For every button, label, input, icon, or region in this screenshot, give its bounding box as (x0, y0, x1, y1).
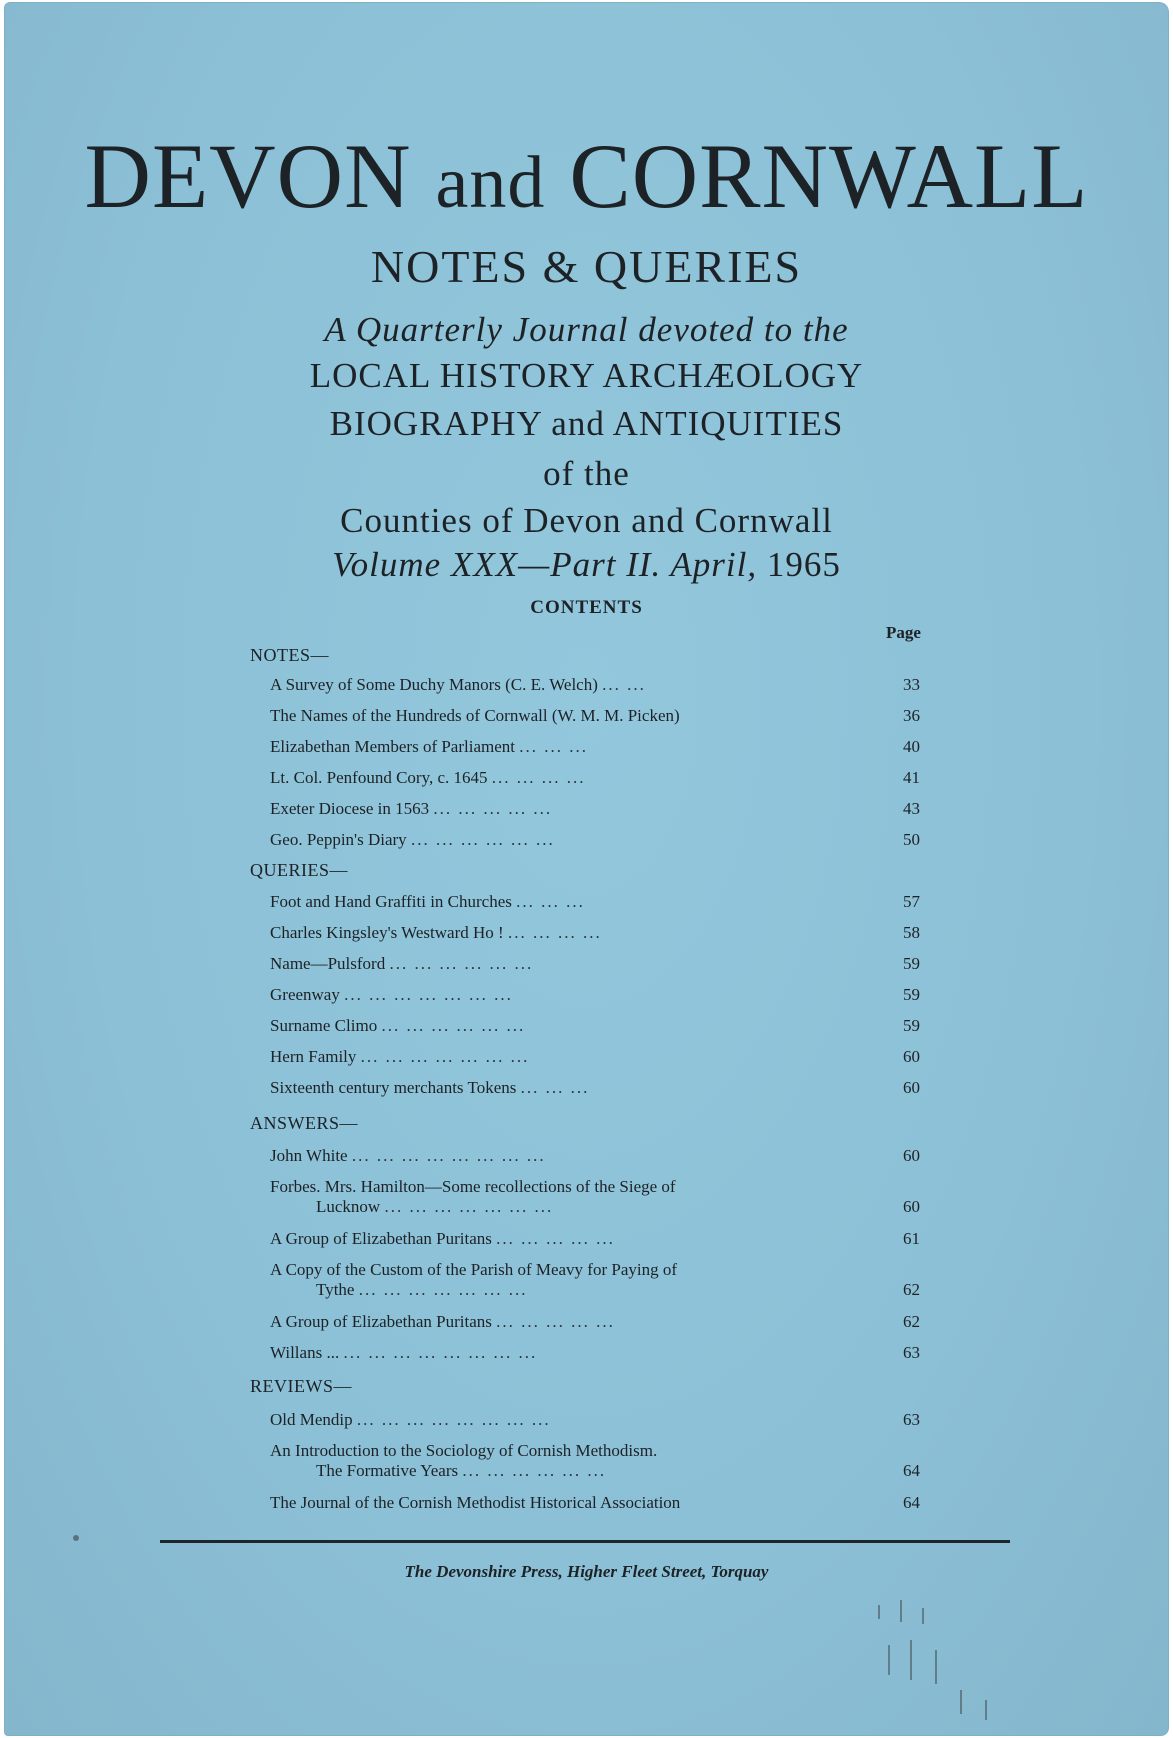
toc-entry-title: Geo. Peppin's Diary (270, 830, 407, 849)
toc-page-number: 62 (903, 1312, 920, 1331)
issue-volume: Volume XXX—Part II. April, (332, 545, 758, 584)
toc-leader-dots: ... ... ... ... ... (496, 1229, 615, 1248)
contents-heading: CONTENTS (530, 597, 643, 618)
toc-entry (270, 675, 920, 695)
toc-page-number: 60 (903, 1197, 920, 1216)
toc-leader-dots: ... ... ... ... ... ... (462, 1461, 607, 1480)
toc-entry-title: Forbes. Mrs. Hamilton—Some recollections of the Siege of (270, 1177, 676, 1196)
toc-entry-title: An Introduction to the Sociology of Cornish Methodism. (270, 1441, 658, 1460)
ink-mark (935, 1650, 937, 1684)
ink-mark (900, 1600, 902, 1622)
toc-leader-dots: ... ... ... ... ... ... ... (360, 1047, 530, 1066)
ink-mark (922, 1608, 924, 1624)
toc-entry (270, 1016, 920, 1036)
toc-entry-title: Lt. Col. Penfound Cory, c. 1645 (270, 768, 488, 787)
toc-page-number: 60 (903, 1047, 920, 1066)
toc-entry (270, 1047, 920, 1067)
toc-entry (270, 954, 920, 974)
toc-entry-continuation-text: Lucknow (316, 1197, 381, 1216)
footer-rule (160, 1540, 1010, 1543)
ink-mark (960, 1690, 962, 1714)
toc-page-number: 50 (903, 830, 920, 849)
toc-page-number: 60 (903, 1146, 920, 1165)
toc-entry (270, 799, 920, 819)
toc-section-heading-reviews: REVIEWS— (250, 1376, 352, 1396)
toc-page-number: 58 (903, 923, 920, 942)
toc-page-number: 57 (903, 892, 920, 911)
journal-title (0, 125, 1173, 227)
toc-entry-continuation (270, 1280, 920, 1300)
toc-page-number: 61 (903, 1229, 920, 1248)
toc-entry (270, 1146, 920, 1166)
toc-entry (270, 923, 920, 943)
toc-entry (270, 1229, 920, 1249)
toc-leader-dots: ... ... ... ... ... ... ... ... (356, 1410, 551, 1429)
counties-line: Counties of Devon and Cornwall (340, 501, 833, 540)
toc-leader-dots: ... ... ... ... ... ... (389, 954, 534, 973)
toc-leader-dots: ... ... ... ... (507, 923, 602, 942)
page-column-heading: Page (886, 623, 921, 642)
toc-entry-title: A Copy of the Custom of the Parish of Meavy for Paying of (270, 1260, 678, 1279)
toc-entry-title: Surname Climo (270, 1016, 378, 1035)
toc-entry-continuation (270, 1197, 920, 1217)
toc-section-heading-notes: NOTES— (250, 645, 329, 665)
toc-entry (270, 892, 920, 912)
publisher-line: The Devonshire Press, Higher Fleet Street, Torquay (404, 1562, 769, 1581)
of-the-line: of the (543, 454, 630, 493)
toc-leader-dots: ... ... ... ... (491, 768, 586, 787)
title-cornwall: CORNWALL (569, 125, 1089, 227)
toc-page-number: 43 (903, 799, 920, 818)
toc-entry (270, 1410, 920, 1430)
toc-page-number: 36 (903, 706, 920, 725)
toc-entry (270, 737, 920, 757)
toc-entry-title: The Names of the Hundreds of Cornwall (W. M. M. Picken) (270, 706, 680, 725)
toc-entry-continuation-text: The Formative Years (316, 1461, 459, 1480)
toc-leader-dots: ... ... ... (519, 737, 588, 756)
toc-page-number: 62 (903, 1280, 920, 1299)
toc-entry (270, 1312, 920, 1332)
toc-page-number: 59 (903, 954, 920, 973)
ink-mark (878, 1605, 880, 1619)
toc-entry (270, 706, 920, 726)
tagline: A Quarterly Journal devoted to the (324, 310, 849, 349)
toc-section-heading-answers: ANSWERS— (250, 1113, 359, 1133)
toc-entry (270, 1493, 920, 1513)
toc-entry (270, 985, 920, 1005)
ink-mark (888, 1645, 890, 1675)
toc-entry-title: Old Mendip (270, 1410, 353, 1429)
toc-leader-dots: ... ... (602, 675, 646, 694)
toc-page-number: 63 (903, 1410, 920, 1429)
toc-entry-title: Willans ... (270, 1343, 340, 1362)
toc-entry-title: Hern Family (270, 1047, 357, 1066)
ink-mark (985, 1700, 987, 1720)
toc-entry-title: The Journal of the Cornish Methodist Historical Association (270, 1493, 681, 1512)
journal-subtitle: NOTES & QUERIES (370, 241, 803, 292)
toc-entry-title: Elizabethan Members of Parliament (270, 737, 515, 756)
toc-leader-dots: ... ... ... ... ... ... ... (344, 985, 513, 1004)
toc-leader-dots: ... ... ... (516, 892, 585, 911)
toc-entry-title: Sixteenth century merchants Tokens (270, 1078, 517, 1097)
toc-leader-dots: ... ... ... ... ... ... ... ... (343, 1343, 538, 1362)
toc-entry (270, 1260, 920, 1300)
toc-page-number: 59 (903, 985, 920, 1004)
toc-section-heading-queries: QUERIES— (250, 860, 348, 880)
toc-leader-dots: ... ... ... ... ... ... ... (384, 1197, 554, 1216)
toc-entry-title: A Group of Elizabethan Puritans (270, 1229, 492, 1248)
toc-page-number: 63 (903, 1343, 920, 1362)
toc-leader-dots: ... ... ... ... ... ... ... (358, 1280, 528, 1299)
toc-entry (270, 1078, 920, 1098)
toc-page-number: 41 (903, 768, 920, 787)
toc-entry-continuation (270, 1461, 920, 1481)
toc-leader-dots: ... ... ... ... ... (496, 1312, 615, 1331)
toc-entry (270, 830, 920, 850)
ink-mark (910, 1640, 912, 1680)
issue-year: 1965 (766, 545, 841, 584)
title-devon: DEVON (84, 125, 412, 227)
toc-entry-title: Charles Kingsley's Westward Ho ! (270, 923, 504, 942)
toc-entry-title: A Survey of Some Duchy Manors (C. E. Welch) (270, 675, 598, 694)
toc-page-number: 59 (903, 1016, 920, 1035)
toc-entry-title: A Group of Elizabethan Puritans (270, 1312, 492, 1331)
issue-line (0, 547, 1173, 582)
toc-entry-continuation-text: Tythe (316, 1280, 355, 1299)
toc-leader-dots: ... ... ... (520, 1078, 590, 1097)
toc-entry (270, 1177, 920, 1217)
toc-entry-title: Greenway (270, 985, 340, 1004)
toc-leader-dots: ... ... ... ... ... ... (410, 830, 555, 849)
toc-leader-dots: ... ... ... ... ... ... ... ... (351, 1146, 546, 1165)
toc-page-number: 64 (903, 1461, 920, 1480)
toc-entry (270, 1343, 920, 1363)
toc-page-number: 40 (903, 737, 920, 756)
toc-page-number: 33 (903, 675, 920, 694)
toc-leader-dots: ... ... ... ... ... (433, 799, 553, 818)
toc-page-number: 64 (903, 1493, 920, 1512)
subjects-line-2: BIOGRAPHY and ANTIQUITIES (329, 404, 844, 443)
title-and: and (435, 142, 546, 224)
toc-entry (270, 1441, 920, 1481)
toc-page-number: 60 (903, 1078, 920, 1097)
toc-entry-title: Name—Pulsford (270, 954, 386, 973)
toc-entry (270, 768, 920, 788)
paper-spot (73, 1535, 79, 1541)
toc-leader-dots: ... ... ... ... ... ... (381, 1016, 526, 1035)
toc-entry-title: Exeter Diocese in 1563 (270, 799, 430, 818)
toc-entry-title: Foot and Hand Graffiti in Churches (270, 892, 512, 911)
subjects-line-1: LOCAL HISTORY ARCHÆOLOGY (309, 356, 864, 395)
toc-entry-title: John White (270, 1146, 348, 1165)
